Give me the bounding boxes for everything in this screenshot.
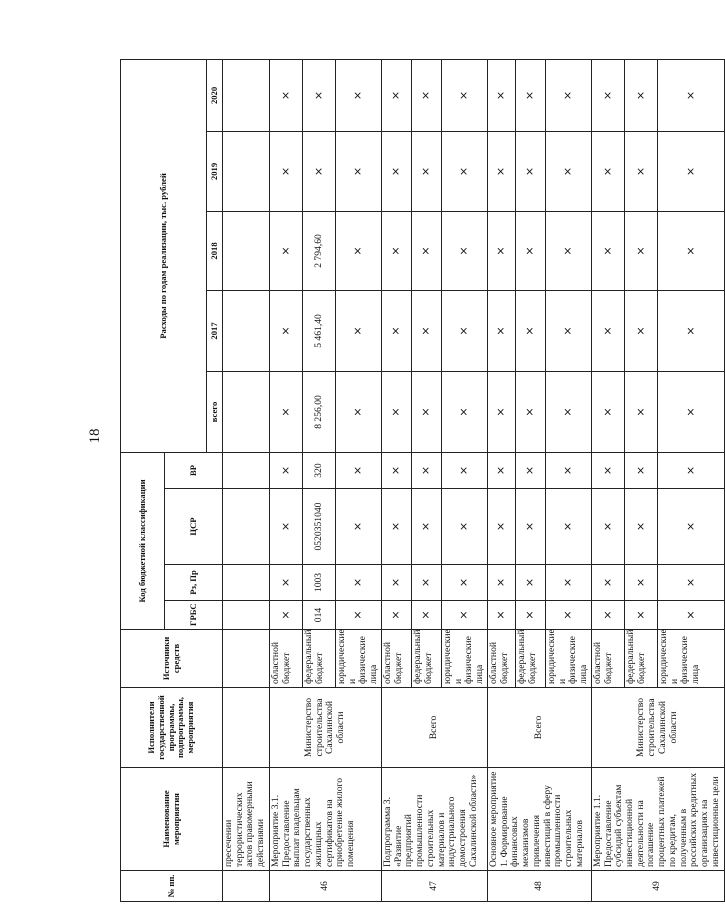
y2020-cell: × [441,59,487,131]
cont-empty-cell [223,601,270,630]
cont-empty-cell [223,131,270,211]
cont-empty-cell [223,59,270,131]
vr-cell: × [411,452,441,488]
grbs-cell: × [336,601,382,630]
table-row [487,59,515,901]
source-cell: областной бюджет [381,630,411,688]
page-number: 18 [87,428,103,444]
table-row [591,59,624,901]
source-cell: юридические и физические лица [545,630,591,688]
cont-empty-cell [223,565,270,601]
source-cell: федеральный бюджет [303,630,336,688]
grbs-cell: × [657,601,724,630]
rzpr-cell: × [657,565,724,601]
grbs-cell: × [411,601,441,630]
y2019-cell: × [270,131,303,211]
row-name: Подпрограмма 3. «Развитие предприятий промышленности строительных материалов и индустриального домостроения Сахалинской области» [381,768,487,871]
header-2018: 2018 [207,211,223,290]
header-vr: ВР [165,452,223,488]
row-exec: Министерство строительства Сахалинской области [270,688,382,768]
vr-cell: 320 [303,452,336,488]
y2020-cell: × [657,59,724,131]
grbs-cell: × [270,601,303,630]
y2019-cell: × [591,131,624,211]
total-cell: × [336,371,382,452]
csr-cell: × [515,489,545,565]
vr-cell: × [381,452,411,488]
y2019-cell: × [411,131,441,211]
row-num: 47 [381,871,487,902]
vr-cell: × [657,452,724,488]
cont-empty-cell [223,489,270,565]
grbs-cell: × [515,601,545,630]
total-cell: × [591,371,624,452]
rzpr-cell: × [624,565,657,601]
csr-cell: × [411,489,441,565]
grbs-cell: × [624,601,657,630]
total-cell: × [441,371,487,452]
y2017-cell: × [270,290,303,371]
y2018-cell: × [381,211,411,290]
y2017-cell: 5 461,40 [303,290,336,371]
y2017-cell: × [487,290,515,371]
csr-cell: × [487,489,515,565]
total-cell: × [411,371,441,452]
y2020-cell: × [545,59,591,131]
total-cell: × [487,371,515,452]
csr-cell: × [336,489,382,565]
y2020-cell: × [591,59,624,131]
source-cell: юридические и физические лица [336,630,382,688]
y2020-cell: × [624,59,657,131]
rzpr-cell: × [441,565,487,601]
cont-empty-cell [223,452,270,488]
total-cell: × [270,371,303,452]
cont-exec-cell [223,688,270,768]
header-2017: 2017 [207,290,223,371]
y2018-cell: × [591,211,624,290]
row-num: 49 [591,871,724,902]
y2018-cell: 2 794,60 [303,211,336,290]
y2019-cell: × [336,131,382,211]
y2019-cell: × [545,131,591,211]
csr-cell: × [441,489,487,565]
vr-cell: × [515,452,545,488]
budget-table [120,59,725,902]
row-name: Основное мероприятие 1. Формирование финансовых механизмов привлечения инвестиций в сферу промышленности строительных материалов [487,768,591,871]
cont-empty-cell [223,290,270,371]
source-cell: юридические и физические лица [441,630,487,688]
y2017-cell: × [336,290,382,371]
row-name: Мероприятие 3.1. Предоставление выплат владельцам государственных жилищных сертификатов на приобретение жилого помещения [270,768,382,871]
y2018-cell: × [411,211,441,290]
total-cell: × [381,371,411,452]
vr-cell: × [624,452,657,488]
y2018-cell: × [336,211,382,290]
source-cell: федеральный бюджет [411,630,441,688]
y2017-cell: × [515,290,545,371]
csr-cell: × [591,489,624,565]
header-exec: Исполнители государственной программы, подпрограммы, мероприятия [121,688,223,768]
rzpr-cell: × [411,565,441,601]
y2018-cell: × [441,211,487,290]
y2020-cell: × [487,59,515,131]
cont-src-cell [223,630,270,688]
y2020-cell: × [515,59,545,131]
y2020-cell: × [411,59,441,131]
rzpr-cell: × [591,565,624,601]
row-name: Мероприятие 1.1. Предоставление субсидий субъектам инвестиционной деятельности на погашение процентных платежей по кредитам, полученным в российских кредитных организациях на инвестиционные цели [591,768,724,871]
y2019-cell: × [624,131,657,211]
rzpr-cell: × [270,565,303,601]
total-cell: × [545,371,591,452]
y2020-cell: × [336,59,382,131]
vr-cell: × [441,452,487,488]
grbs-cell: 014 [303,601,336,630]
y2020-cell: × [303,59,336,131]
csr-cell: × [657,489,724,565]
rzpr-cell: × [545,565,591,601]
grbs-cell: × [487,601,515,630]
header-name: Наименование мероприятия [121,768,223,871]
header-rzpr: Рз, Пр [165,565,223,601]
rzpr-cell: × [515,565,545,601]
y2017-cell: × [591,290,624,371]
y2018-cell: × [624,211,657,290]
cont-empty-cell [223,371,270,452]
y2017-cell: × [657,290,724,371]
grbs-cell: × [381,601,411,630]
y2017-cell: × [411,290,441,371]
y2020-cell: × [270,59,303,131]
header-num: № пп. [121,871,223,902]
csr-cell: × [381,489,411,565]
table-row [270,59,303,901]
y2018-cell: × [270,211,303,290]
header-sources: Источники средств [121,630,223,688]
header-expenses: Расходы по годам реализации, тыс. рублей [121,59,207,452]
total-cell: 8 256,00 [303,371,336,452]
source-cell: федеральный бюджет [515,630,545,688]
vr-cell: × [270,452,303,488]
row-exec: Всего [487,688,591,768]
header-2020: 2020 [207,59,223,131]
y2017-cell: × [624,290,657,371]
row-num: 46 [270,871,382,902]
rzpr-cell: 1003 [303,565,336,601]
header-total: всего [207,371,223,452]
vr-cell: × [591,452,624,488]
csr-cell: × [624,489,657,565]
y2019-cell: × [381,131,411,211]
source-cell: федеральный бюджет [624,630,657,688]
total-cell: × [624,371,657,452]
cont-num-cell [223,871,270,902]
source-cell: областной бюджет [591,630,624,688]
grbs-cell: × [545,601,591,630]
y2020-cell: × [381,59,411,131]
y2017-cell: × [441,290,487,371]
y2018-cell: × [545,211,591,290]
grbs-cell: × [591,601,624,630]
source-cell: юридические и физические лица [657,630,724,688]
y2019-cell: × [487,131,515,211]
y2017-cell: × [545,290,591,371]
cont-name-cell: пресечении террористических актов правомерными действиями [223,768,270,871]
y2019-cell: × [303,131,336,211]
y2018-cell: × [515,211,545,290]
grbs-cell: × [441,601,487,630]
y2017-cell: × [381,290,411,371]
csr-cell: 0520351040 [303,489,336,565]
row-num: 48 [487,871,591,902]
row-exec: Министерство строительства Сахалинской области [591,688,724,768]
rzpr-cell: × [381,565,411,601]
header-2019: 2019 [207,131,223,211]
csr-cell: × [545,489,591,565]
total-cell: × [515,371,545,452]
total-cell: × [657,371,724,452]
cont-empty-cell [223,211,270,290]
vr-cell: × [336,452,382,488]
rotated-table-wrapper [120,60,721,902]
header-grbs: ГРБС [165,601,223,630]
y2018-cell: × [657,211,724,290]
rzpr-cell: × [487,565,515,601]
vr-cell: × [545,452,591,488]
y2019-cell: × [657,131,724,211]
rzpr-cell: × [336,565,382,601]
y2018-cell: × [487,211,515,290]
source-cell: областной бюджет [270,630,303,688]
header-code: Код бюджетной классификации [121,452,165,629]
source-cell: областной бюджет [487,630,515,688]
header-csr: ЦСР [165,489,223,565]
row-exec: Всего [381,688,487,768]
table-row-continuation [223,59,270,901]
csr-cell: × [270,489,303,565]
table-row [381,59,411,901]
y2019-cell: × [515,131,545,211]
vr-cell: × [487,452,515,488]
y2019-cell: × [441,131,487,211]
